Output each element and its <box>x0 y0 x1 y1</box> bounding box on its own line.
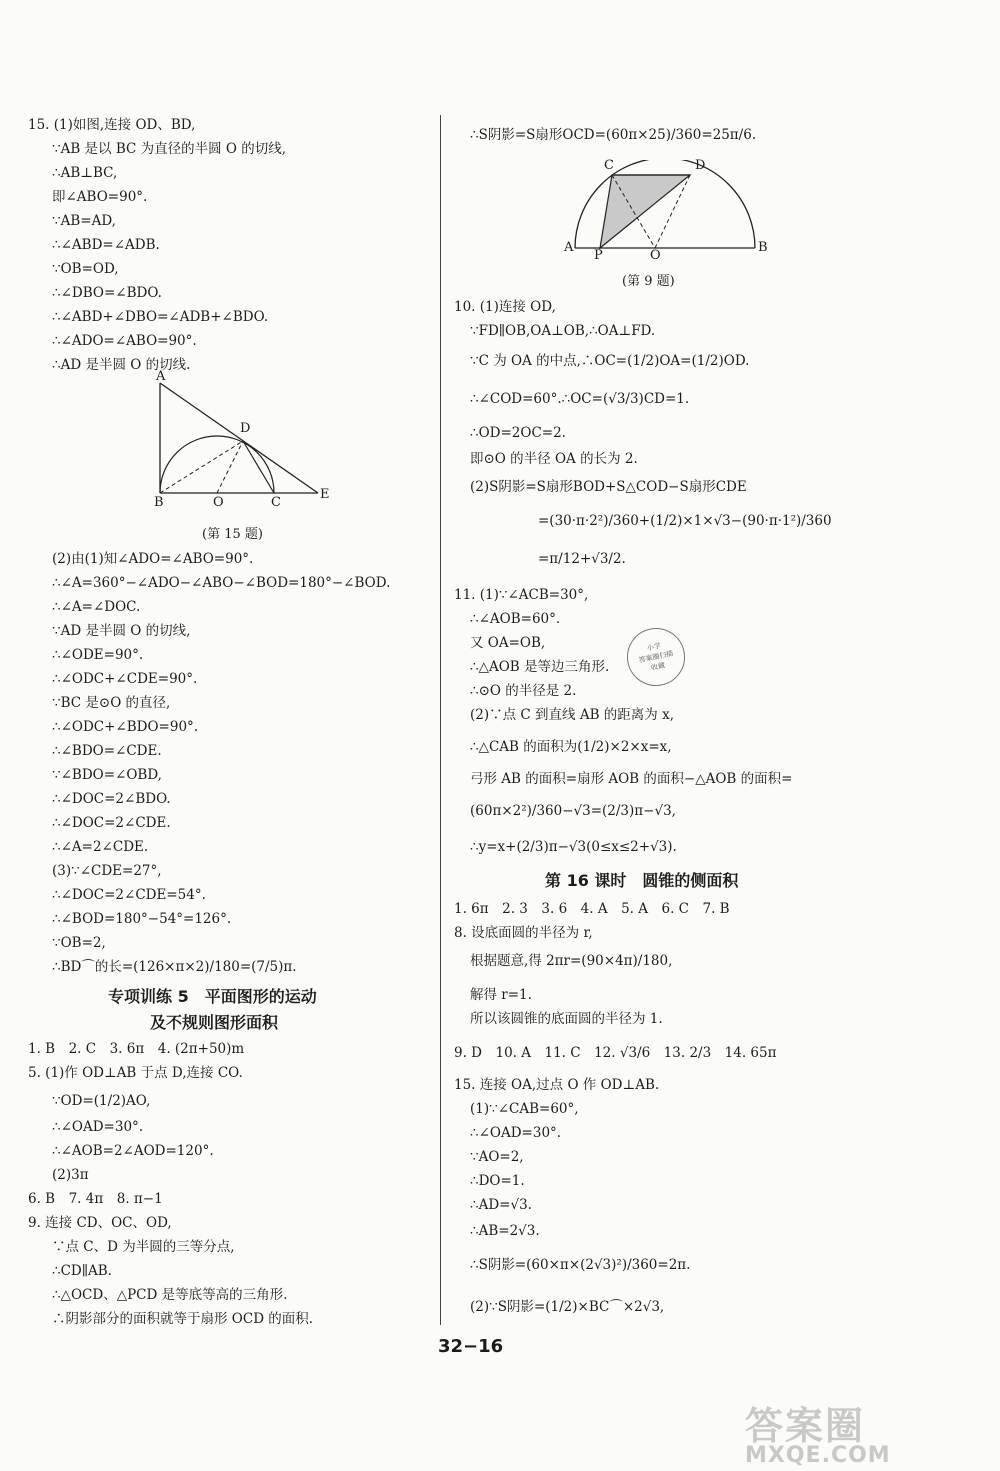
stamp-text: 答案圈扫描 <box>638 649 674 665</box>
text-line: (2)3π <box>52 1167 89 1183</box>
text-line: (2)∵S阴影=(1/2)×BC⌒×2√3, <box>470 1299 665 1315</box>
text-line: 即⊙O 的半径 OA 的长为 2. <box>470 451 638 467</box>
text-line: 8. 设底面圆的半径为 r, <box>454 925 593 941</box>
fig9-label: C <box>604 158 614 173</box>
text-line: 10. (1)连接 OD, <box>454 299 556 315</box>
text-line: ∴DO=1. <box>470 1173 525 1189</box>
fig15-label: A <box>156 369 166 384</box>
page-number: 32−16 <box>438 1336 504 1357</box>
text-line: ∴S阴影=S扇形OCD=(60π×25)/360=25π/6. <box>470 127 757 143</box>
text-line: 解得 r=1. <box>470 987 532 1003</box>
text-line: ∴∠DOC=2∠BDO. <box>52 791 171 807</box>
fig9-label: B <box>758 240 768 255</box>
section-heading: 第 16 课时 圆锥的侧面积 <box>545 871 739 890</box>
text-line: ∴∠ODC+∠BDO=90°. <box>52 719 199 735</box>
text-line: ∴∠A=360°−∠ADO−∠ABO−∠BOD=180°−∠BOD. <box>52 575 391 591</box>
text-line: =(30·π·2²)/360+(1/2)×1×√3−(90·π·1²)/360 <box>538 513 832 529</box>
fig15-label: D <box>240 421 251 436</box>
text-line: ∵AB=AD, <box>52 213 116 229</box>
text-line: ∴∠DOC=2∠CDE. <box>52 815 171 831</box>
fig9-label: O <box>650 248 661 263</box>
text-line: ∴∠ODE=90°. <box>52 647 144 663</box>
text-line: ∴△CAB 的面积为(1/2)×2×x=x, <box>470 739 672 755</box>
text-line: ∴∠ABD+∠DBO=∠ADB+∠BDO. <box>52 309 269 325</box>
text-line: ∴∠DBO=∠BDO. <box>52 285 162 301</box>
figure-9 <box>560 160 780 290</box>
text-line: 又 OA=OB, <box>470 635 546 651</box>
text-line: ∴阴影部分的面积就等于扇形 OCD 的面积. <box>52 1311 314 1327</box>
section-heading: 专项训练 5 平面图形的运动 <box>108 987 317 1006</box>
text-line: =π/12+√3/2. <box>538 551 626 567</box>
watermark-logo-text: 答案圈 <box>745 1404 866 1448</box>
text-line: ∴y=x+(2/3)π−√3(0≤x≤2+√3). <box>470 839 677 855</box>
text-line: 9. 连接 CD、OC、OD, <box>28 1215 172 1231</box>
text-line: ∴∠ADO=∠ABO=90°. <box>52 333 197 349</box>
text-line: 即∠ABO=90°. <box>52 189 148 205</box>
fig9-label: A <box>564 240 574 255</box>
text-line: ∴∠A=∠DOC. <box>52 599 141 615</box>
figure-9-diagram <box>560 160 780 260</box>
fig15-label: C <box>271 495 281 510</box>
text-line: (3)∵∠CDE=27°, <box>52 863 162 879</box>
text-line: 11. (1)∵∠ACB=30°, <box>454 587 589 603</box>
fig15-caption: (第 15 题) <box>202 527 263 542</box>
text-line: ∴∠OAD=30°. <box>470 1125 562 1141</box>
text-line: (2)∵点 C 到直线 AB 的距离为 x, <box>470 707 674 723</box>
figure-15-diagram <box>140 375 340 510</box>
text-line: ∵AB 是以 BC 为直径的半圆 O 的切线, <box>52 141 287 157</box>
watermark <box>690 1395 990 1470</box>
figure-15 <box>140 369 340 542</box>
fig9-label: D <box>695 158 706 173</box>
stamp-text: 小学 <box>646 641 662 653</box>
text-line: ∴CD∥AB. <box>52 1263 112 1279</box>
text-line: ∴AB⊥BC, <box>52 165 118 181</box>
text-line: ∵∠BDO=∠OBD, <box>52 767 162 783</box>
text-line: 15. (1)如图,连接 OD、BD, <box>28 117 196 133</box>
text-line: ∵BC 是⊙O 的直径, <box>52 695 171 711</box>
text-line: ∴∠BDO=∠CDE. <box>52 743 162 759</box>
text-line: ∵OB=OD, <box>52 261 119 277</box>
text-line: 5. (1)作 OD⊥AB 于点 D,连接 CO. <box>28 1065 243 1081</box>
fig9-caption: (第 9 题) <box>622 274 675 289</box>
text-line: 所以该圆锥的底面圆的半径为 1. <box>470 1011 663 1027</box>
text-line: ∴AD 是半圆 O 的切线. <box>52 357 191 373</box>
section-heading: 及不规则图形面积 <box>150 1013 279 1032</box>
text-line: ∵OD=(1/2)AO, <box>52 1093 151 1109</box>
text-line: ∵FD∥OB,OA⊥OB,∴OA⊥FD. <box>470 323 656 339</box>
fig9-label: P <box>594 248 603 263</box>
text-line: ∴△OCD、△PCD 是等底等高的三角形. <box>52 1287 288 1303</box>
text-line: ∴∠COD=60°.∴OC=(√3/3)CD=1. <box>470 391 690 407</box>
text-line: ∴△AOB 是等边三角形. <box>470 659 610 675</box>
text-line: ∴AB=2√3. <box>470 1223 540 1239</box>
text-line: ∵点 C、D 为半圆的三等分点, <box>52 1239 235 1255</box>
text-line: ∵AO=2, <box>470 1149 524 1165</box>
text-line: ∴S阴影=(60×π×(2√3)²)/360=2π. <box>470 1257 691 1273</box>
text-line: ∴⊙O 的半径是 2. <box>470 683 577 699</box>
text-line: 1. 6π 2. 3 3. 6 4. A 5. A 6. C 7. B <box>454 901 730 917</box>
text-line: ∴∠A=2∠CDE. <box>52 839 149 855</box>
text-line: ∵C 为 OA 的中点,∴OC=(1/2)OA=(1/2)OD. <box>470 353 750 369</box>
text-line: 1. B 2. C 3. 6π 4. (2π+50)m <box>28 1041 245 1057</box>
text-line: ∴∠ODC+∠CDE=90°. <box>52 671 198 687</box>
text-line: ∴∠BOD=180°−54°=126°. <box>52 911 232 927</box>
column-divider <box>440 115 441 1325</box>
watermark-url: MXQE.COM <box>745 1443 891 1468</box>
text-line: 6. B 7. 4π 8. π−1 <box>28 1191 163 1207</box>
fig15-label: B <box>154 495 164 510</box>
fig15-label: O <box>213 495 224 510</box>
text-line: ∴OD=2OC=2. <box>470 425 566 441</box>
fig15-label: E <box>320 487 330 502</box>
text-line: ∴∠AOB=60°. <box>470 611 561 627</box>
text-line: ∵AD 是半圆 O 的切线, <box>52 623 191 639</box>
text-line: ∴BD⌒的长=(126×π×2)/180=(7/5)π. <box>52 959 297 975</box>
circular-stamp <box>622 623 691 692</box>
text-line: 根据题意,得 2πr=(90×4π)/180, <box>470 953 673 969</box>
text-line: (60π×2²)/360−√3=(2/3)π−√3, <box>470 803 676 819</box>
text-line: ∴AD=√3. <box>470 1197 532 1213</box>
text-line: (1)∵∠CAB=60°, <box>470 1101 579 1117</box>
text-line: ∴∠OAD=30°. <box>52 1119 144 1135</box>
text-line: 弓形 AB 的面积=扇形 AOB 的面积−△AOB 的面积= <box>470 771 793 787</box>
text-line: ∴∠ABD=∠ADB. <box>52 237 160 253</box>
stamp-text: 收藏 <box>650 661 666 673</box>
text-line: ∴∠AOB=2∠AOD=120°. <box>52 1143 214 1159</box>
text-line: 15. 连接 OA,过点 O 作 OD⊥AB. <box>454 1077 660 1093</box>
text-line: ∵OB=2, <box>52 935 106 951</box>
text-line: (2)由(1)知∠ADO=∠ABO=90°. <box>52 551 254 567</box>
text-line: (2)S阴影=S扇形BOD+S△COD−S扇形CDE <box>470 479 747 495</box>
text-line: 9. D 10. A 11. C 12. √3/6 13. 2/3 14. 65π <box>454 1045 777 1061</box>
text-line: ∴∠DOC=2∠CDE=54°. <box>52 887 206 903</box>
